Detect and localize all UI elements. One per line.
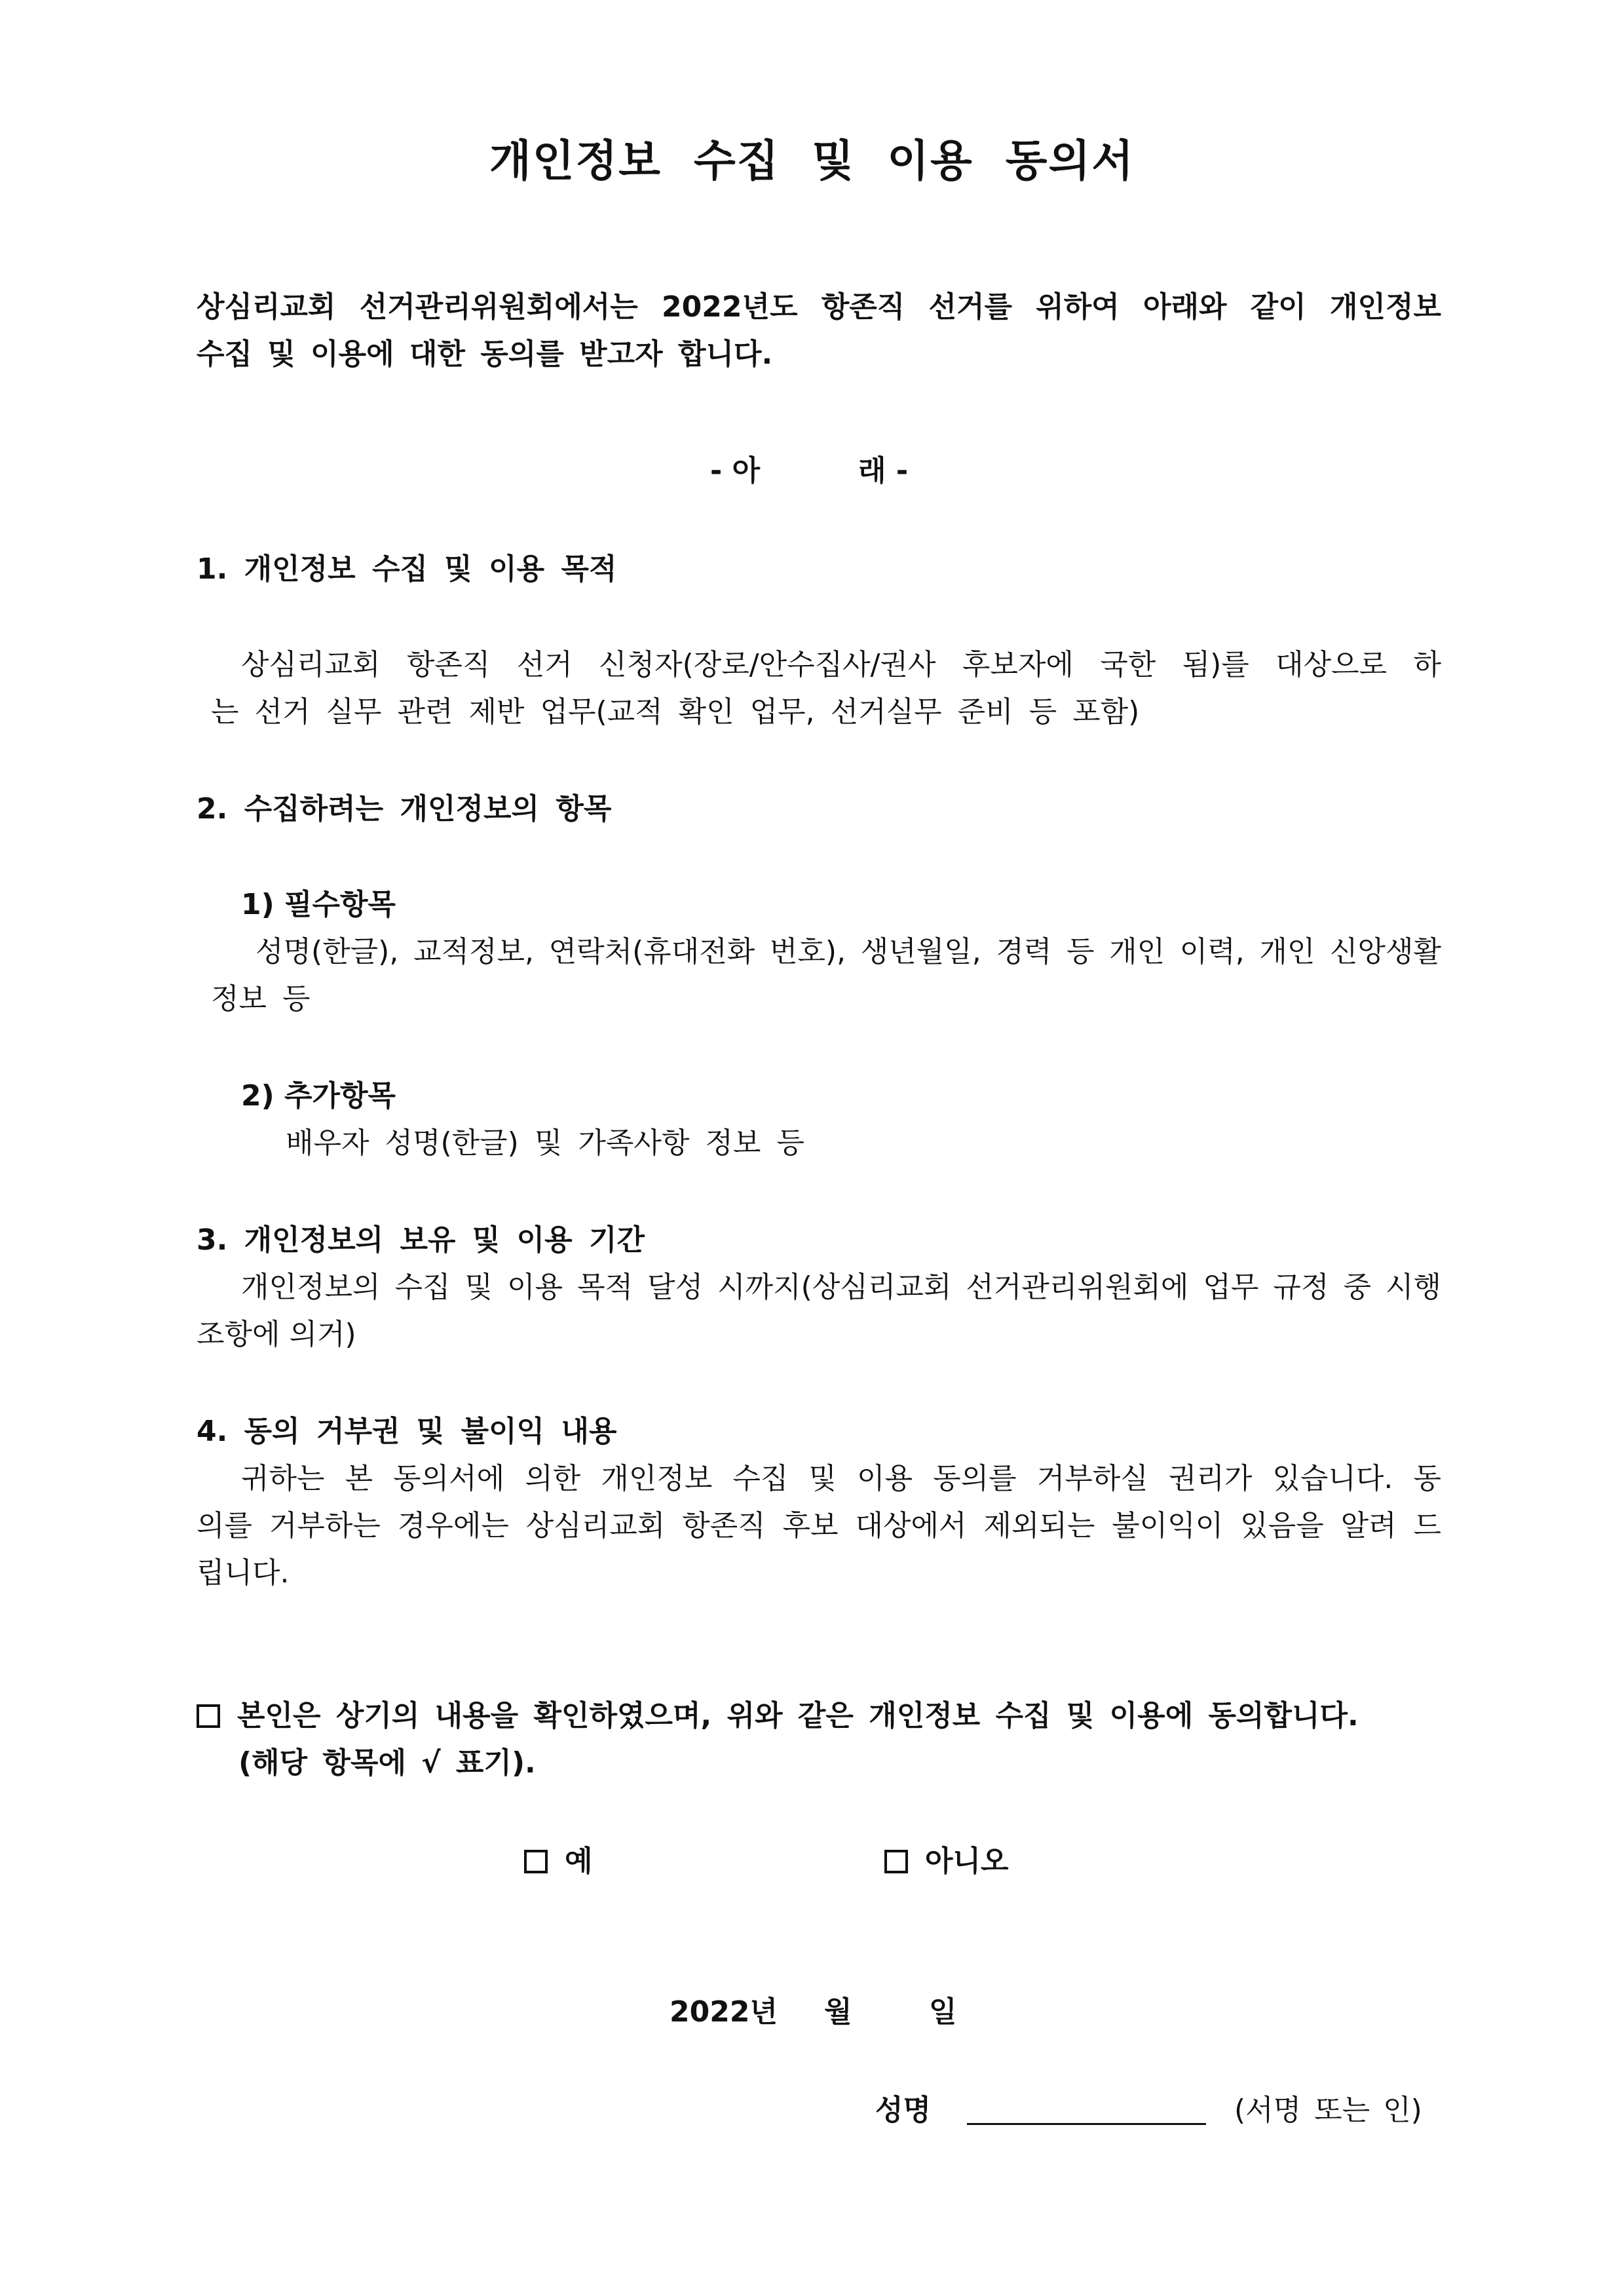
sign-note: (서명 또는 인)	[1234, 2094, 1422, 2127]
section-4-line-1: 귀하는 본 동의서에 의한 개인정보 수집 및 이용 동의를 거부하실 권리가 있습니다. 동	[241, 1462, 1441, 1495]
date-month: 월	[824, 1995, 852, 2029]
section-4-line-2: 의를 거부하는 경우에는 상심리교회 항존직 후보 대상에서 제외되는 불이익이 있음을 알려 드	[197, 1509, 1441, 1542]
consent-statement-text: 본인은 상기의 내용을 확인하였으며, 위와 같은 개인정보 수집 및 이용에 동의합니다.	[237, 1699, 1359, 1732]
section-2-sub-1-line-2: 정보 등	[211, 982, 311, 1016]
option-yes[interactable]	[524, 1837, 593, 1879]
section-2-sub-2-heading: 2) 추가항목	[241, 1079, 396, 1113]
signature-line[interactable]	[967, 2123, 1206, 2125]
section-2-sub-1-line-1: 성명(한글), 교적정보, 연락처(휴대전화 번호), 생년월일, 경력 등 개인 이력, 개인 신앙생활	[255, 935, 1441, 968]
date-year: 2022년	[670, 1995, 778, 2029]
no-checkbox[interactable]	[884, 1850, 908, 1873]
date-day: 일	[929, 1995, 957, 2029]
section-4-heading: 4. 동의 거부권 및 불이익 내용	[197, 1415, 617, 1448]
name-label: 성명	[875, 2094, 932, 2127]
yes-checkbox[interactable]	[524, 1850, 548, 1873]
intro-line-1: 상심리교회 선거관리위원회에서는 2022년도 항존직 선거를 위하여 아래와 같이 개인정보	[197, 290, 1441, 324]
section-1-line-1: 상심리교회 항존직 선거 신청자(장로/안수집사/권사 후보자에 국한 됨)를 대상으로 하	[241, 648, 1441, 681]
document-title: 개인정보 수집 및 이용 동의서	[489, 136, 1135, 186]
consent-note: (해당 항목에 √ 표기).	[238, 1746, 536, 1780]
option-no-label: 아니오	[925, 1845, 1009, 1878]
section-2-sub-2-line-1: 배우자 성명(한글) 및 가족사항 정보 등	[286, 1126, 804, 1160]
section-3-line-2: 조항에 의거)	[197, 1318, 356, 1351]
section-3-heading: 3. 개인정보의 보유 및 이용 기간	[197, 1223, 645, 1257]
consent-checkbox[interactable]	[197, 1704, 220, 1728]
section-4-line-3: 립니다.	[197, 1556, 290, 1590]
option-no[interactable]	[884, 1837, 1009, 1879]
section-2-sub-1-heading: 1) 필수항목	[241, 888, 396, 921]
intro-line-2: 수집 및 이용에 대한 동의를 받고자 합니다.	[197, 337, 773, 371]
section-1-line-2: 는 선거 실무 관련 제반 업무(교적 확인 업무, 선거실무 준비 등 포함)	[211, 695, 1140, 729]
consent-statement	[197, 1692, 1441, 1734]
notice-label-left: - 아	[710, 454, 761, 488]
option-yes-label: 예	[565, 1845, 593, 1878]
notice-label-right: 래 -	[858, 454, 909, 488]
section-1-heading: 1. 개인정보 수집 및 이용 목적	[197, 552, 617, 586]
section-3-line-1: 개인정보의 수집 및 이용 목적 달성 시까지(상심리교회 선거관리위원회에 업무 규정 중 시행	[241, 1271, 1441, 1304]
section-2-heading: 2. 수집하려는 개인정보의 항목	[197, 792, 612, 826]
